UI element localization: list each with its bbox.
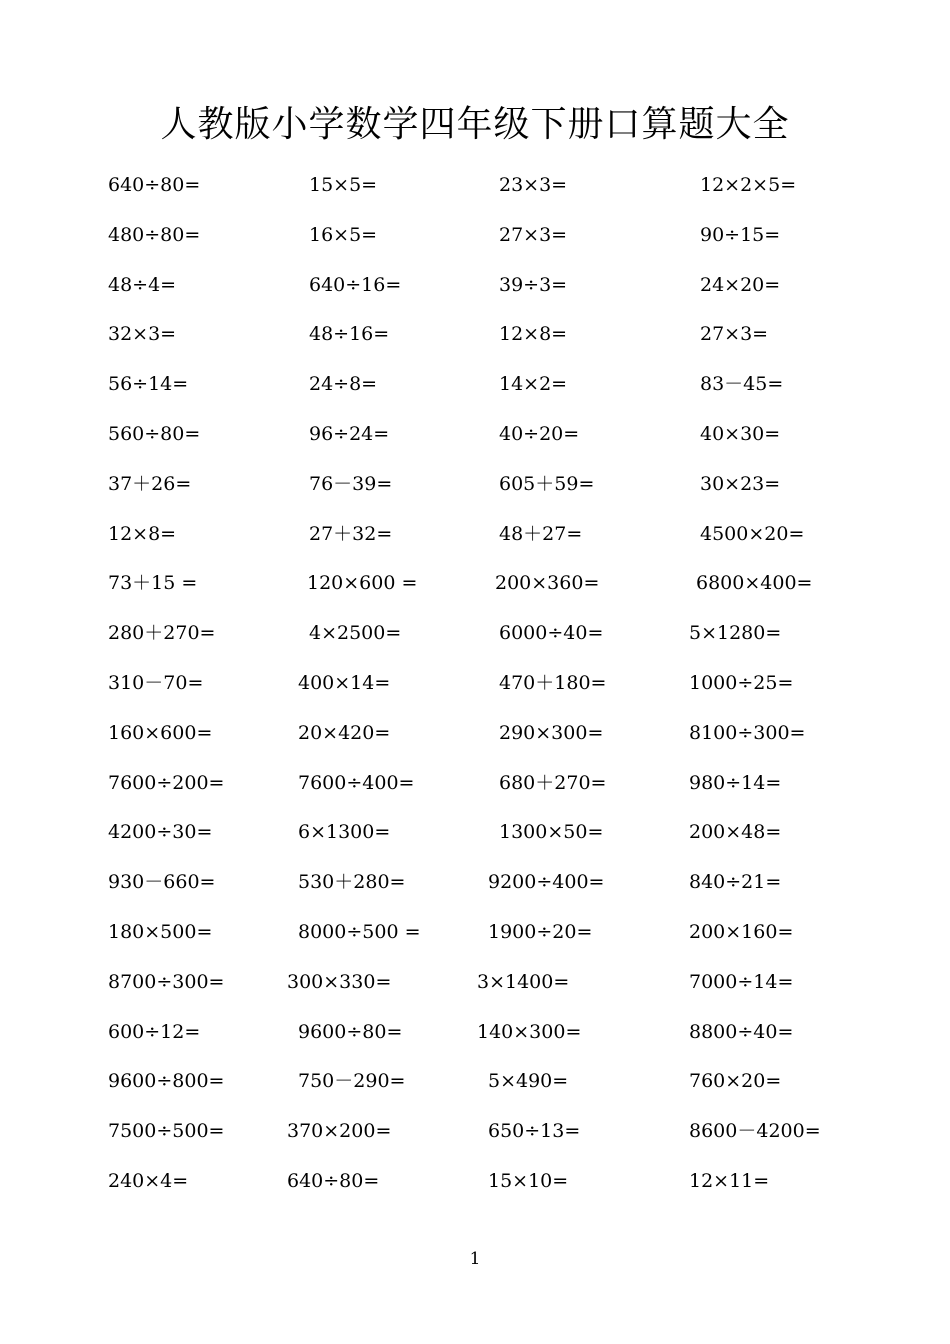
arithmetic-problem: 300×330=: [287, 971, 392, 993]
arithmetic-problem: 600÷12=: [108, 1021, 201, 1043]
arithmetic-problem: 15×5=: [309, 174, 378, 196]
arithmetic-problem: 7500÷500=: [108, 1120, 225, 1142]
arithmetic-problem: 39÷3=: [499, 274, 568, 296]
arithmetic-problem: 750－290=: [298, 1070, 406, 1092]
problem-row: [0, 419, 950, 449]
problem-row: [0, 319, 950, 349]
arithmetic-problem: 8600－4200=: [689, 1120, 821, 1142]
problem-row: [0, 817, 950, 847]
arithmetic-problem: 12×8=: [499, 323, 568, 345]
problem-row: [0, 519, 950, 549]
arithmetic-problem: 27×3=: [499, 224, 568, 246]
arithmetic-problem: 76－39=: [309, 473, 393, 495]
arithmetic-problem: 15×10=: [488, 1170, 569, 1192]
arithmetic-problem: 760×20=: [689, 1070, 782, 1092]
arithmetic-problem: 6000÷40=: [499, 622, 604, 644]
arithmetic-problem: 8700÷300=: [108, 971, 225, 993]
arithmetic-problem: 3×1400=: [477, 971, 570, 993]
arithmetic-problem: 24×20=: [700, 274, 781, 296]
arithmetic-problem: 9600÷80=: [298, 1021, 403, 1043]
arithmetic-problem: 40÷20=: [499, 423, 580, 445]
arithmetic-problem: 640÷80=: [108, 174, 201, 196]
arithmetic-problem: 96÷24=: [309, 423, 390, 445]
problem-row: [0, 668, 950, 698]
arithmetic-problem: 680＋270=: [499, 772, 607, 794]
arithmetic-problem: 1900÷20=: [488, 921, 593, 943]
problem-row: [0, 768, 950, 798]
arithmetic-problem: 290×300=: [499, 722, 604, 744]
arithmetic-problem: 930－660=: [108, 871, 216, 893]
arithmetic-problem: 840÷21=: [689, 871, 782, 893]
problem-row: [0, 270, 950, 300]
arithmetic-problem: 24÷8=: [309, 373, 378, 395]
arithmetic-problem: 48÷16=: [309, 323, 390, 345]
problem-row: [0, 867, 950, 897]
problem-row: [0, 618, 950, 648]
arithmetic-problem: 37＋26=: [108, 473, 192, 495]
arithmetic-problem: 310－70=: [108, 672, 204, 694]
arithmetic-problem: 6800×400=: [696, 572, 813, 594]
problem-row: [0, 170, 950, 200]
arithmetic-problem: 4500×20=: [700, 523, 805, 545]
arithmetic-problem: 14×2=: [499, 373, 568, 395]
arithmetic-problem: 6×1300=: [298, 821, 391, 843]
arithmetic-problem: 280＋270=: [108, 622, 216, 644]
arithmetic-problem: 1300×50=: [499, 821, 604, 843]
arithmetic-problem: 83－45=: [700, 373, 784, 395]
arithmetic-problem: 12×11=: [689, 1170, 770, 1192]
problem-row: [0, 568, 950, 598]
problem-row: [0, 1116, 950, 1146]
problem-row: [0, 1166, 950, 1196]
arithmetic-problem: 9600÷800=: [108, 1070, 225, 1092]
arithmetic-problem: 12×8=: [108, 523, 177, 545]
problem-row: [0, 1066, 950, 1096]
arithmetic-problem: 560÷80=: [108, 423, 201, 445]
arithmetic-problem: 200×160=: [689, 921, 794, 943]
arithmetic-problem: 980÷14=: [689, 772, 782, 794]
arithmetic-problem: 12×2×5=: [700, 174, 797, 196]
problem-row: [0, 220, 950, 250]
page-number: 1: [469, 1249, 481, 1269]
arithmetic-problem: 370×200=: [287, 1120, 392, 1142]
arithmetic-problem: 4200÷30=: [108, 821, 213, 843]
arithmetic-problem: 1000÷25=: [689, 672, 794, 694]
arithmetic-problem: 27＋32=: [309, 523, 393, 545]
arithmetic-problem: 605＋59=: [499, 473, 595, 495]
arithmetic-problem: 640÷80=: [287, 1170, 380, 1192]
problem-row: [0, 369, 950, 399]
arithmetic-problem: 90÷15=: [700, 224, 781, 246]
arithmetic-problem: 4×2500=: [309, 622, 402, 644]
arithmetic-problem: 200×360=: [495, 572, 600, 594]
arithmetic-problem: 8000÷500 =: [298, 921, 421, 943]
arithmetic-problem: 650÷13=: [488, 1120, 581, 1142]
arithmetic-problem: 7600÷200=: [108, 772, 225, 794]
page-title: 人教版小学数学四年级下册口算题大全: [160, 104, 790, 145]
arithmetic-problem: 200×48=: [689, 821, 782, 843]
arithmetic-problem: 40×30=: [700, 423, 781, 445]
problem-row: [0, 1017, 950, 1047]
arithmetic-problem: 56÷14=: [108, 373, 189, 395]
arithmetic-problem: 20×420=: [298, 722, 391, 744]
arithmetic-problem: 180×500=: [108, 921, 213, 943]
arithmetic-problem: 16×5=: [309, 224, 378, 246]
arithmetic-problem: 48＋27=: [499, 523, 583, 545]
arithmetic-problem: 7600÷400=: [298, 772, 415, 794]
arithmetic-problem: 120×600 =: [307, 572, 418, 594]
arithmetic-problem: 470＋180=: [499, 672, 607, 694]
arithmetic-problem: 7000÷14=: [689, 971, 794, 993]
arithmetic-problem: 8100÷300=: [689, 722, 806, 744]
arithmetic-problem: 73＋15 =: [108, 572, 198, 594]
arithmetic-problem: 27×3=: [700, 323, 769, 345]
arithmetic-problem: 240×4=: [108, 1170, 189, 1192]
arithmetic-problem: 9200÷400=: [488, 871, 605, 893]
arithmetic-problem: 48÷4=: [108, 274, 177, 296]
problem-row: [0, 967, 950, 997]
arithmetic-problem: 160×600=: [108, 722, 213, 744]
problem-row: [0, 718, 950, 748]
arithmetic-problem: 480÷80=: [108, 224, 201, 246]
arithmetic-problem: 23×3=: [499, 174, 568, 196]
arithmetic-problem: 32×3=: [108, 323, 177, 345]
arithmetic-problem: 640÷16=: [309, 274, 402, 296]
arithmetic-problem: 5×490=: [488, 1070, 569, 1092]
problem-row: [0, 917, 950, 947]
arithmetic-problem: 530＋280=: [298, 871, 406, 893]
problem-row: [0, 469, 950, 499]
arithmetic-problem: 140×300=: [477, 1021, 582, 1043]
arithmetic-problem: 8800÷40=: [689, 1021, 794, 1043]
arithmetic-problem: 400×14=: [298, 672, 391, 694]
arithmetic-problem: 5×1280=: [689, 622, 782, 644]
arithmetic-problem: 30×23=: [700, 473, 781, 495]
